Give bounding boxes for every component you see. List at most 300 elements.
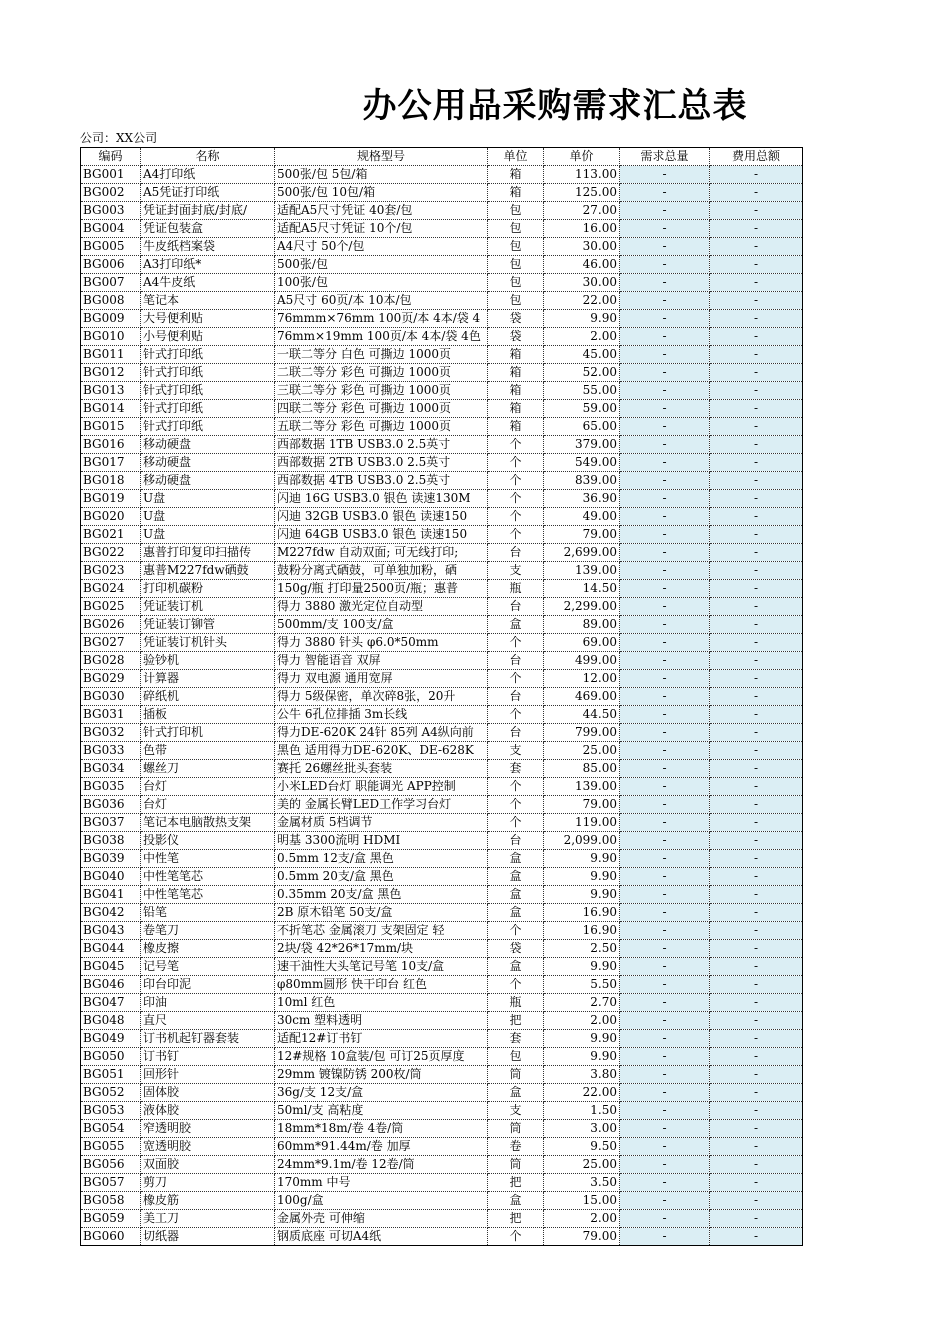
cell-qty[interactable]: - [620, 400, 710, 418]
cell-unit[interactable]: 箱 [488, 184, 544, 202]
cell-price[interactable]: 25.00 [544, 1156, 620, 1174]
cell-total[interactable]: - [710, 832, 803, 850]
cell-qty[interactable]: - [620, 490, 710, 508]
cell-qty[interactable]: - [620, 850, 710, 868]
cell-qty[interactable]: - [620, 274, 710, 292]
cell-qty[interactable]: - [620, 760, 710, 778]
cell-unit[interactable]: 台 [488, 832, 544, 850]
cell-unit[interactable]: 盒 [488, 1084, 544, 1102]
cell-code[interactable]: BG021 [81, 526, 141, 544]
cell-unit[interactable]: 支 [488, 742, 544, 760]
cell-qty[interactable]: - [620, 1138, 710, 1156]
cell-total[interactable]: - [710, 1210, 803, 1228]
cell-name[interactable]: 宽透明胶 [141, 1138, 275, 1156]
cell-price[interactable]: 15.00 [544, 1192, 620, 1210]
cell-name[interactable]: 台灯 [141, 778, 275, 796]
cell-code[interactable]: BG058 [81, 1192, 141, 1210]
cell-unit[interactable]: 台 [488, 544, 544, 562]
cell-qty[interactable]: - [620, 1210, 710, 1228]
cell-unit[interactable]: 个 [488, 508, 544, 526]
cell-total[interactable]: - [710, 850, 803, 868]
cell-unit[interactable]: 个 [488, 814, 544, 832]
cell-spec[interactable]: 明基 3300流明 HDMI [275, 832, 488, 850]
cell-code[interactable]: BG041 [81, 886, 141, 904]
cell-name[interactable]: 凭证装订机 [141, 598, 275, 616]
cell-unit[interactable]: 盒 [488, 886, 544, 904]
cell-spec[interactable]: 0.5mm 12支/盒 黑色 [275, 850, 488, 868]
cell-name[interactable]: 印台印泥 [141, 976, 275, 994]
cell-spec[interactable]: 0.35mm 20支/盒 黑色 [275, 886, 488, 904]
cell-unit[interactable]: 盒 [488, 616, 544, 634]
cell-code[interactable]: BG009 [81, 310, 141, 328]
cell-total[interactable]: - [710, 652, 803, 670]
cell-name[interactable]: 打印机碳粉 [141, 580, 275, 598]
cell-total[interactable]: - [710, 1012, 803, 1030]
cell-spec[interactable]: 得力 5级保密，单次碎8张，20升 [275, 688, 488, 706]
cell-code[interactable]: BG047 [81, 994, 141, 1012]
cell-unit[interactable]: 包 [488, 292, 544, 310]
cell-qty[interactable]: - [620, 1012, 710, 1030]
cell-price[interactable]: 27.00 [544, 202, 620, 220]
cell-code[interactable]: BG002 [81, 184, 141, 202]
cell-unit[interactable]: 支 [488, 562, 544, 580]
cell-spec[interactable]: 闪迪 16G USB3.0 银色 读速130M [275, 490, 488, 508]
cell-unit[interactable]: 瓶 [488, 994, 544, 1012]
cell-unit[interactable]: 箱 [488, 418, 544, 436]
cell-spec[interactable]: 适配A5尺寸凭证 10个/包 [275, 220, 488, 238]
cell-price[interactable]: 9.50 [544, 1138, 620, 1156]
cell-name[interactable]: 计算器 [141, 670, 275, 688]
cell-unit[interactable]: 筒 [488, 1156, 544, 1174]
cell-price[interactable]: 46.00 [544, 256, 620, 274]
cell-code[interactable]: BG060 [81, 1228, 141, 1246]
cell-spec[interactable]: 76mmm×76mm 100页/本 4本/袋 4 [275, 310, 488, 328]
cell-unit[interactable]: 箱 [488, 346, 544, 364]
cell-name[interactable]: 螺丝刀 [141, 760, 275, 778]
cell-qty[interactable]: - [620, 922, 710, 940]
cell-code[interactable]: BG017 [81, 454, 141, 472]
cell-qty[interactable]: - [620, 670, 710, 688]
cell-spec[interactable]: 美的 金属长臂LED工作学习台灯 [275, 796, 488, 814]
cell-price[interactable]: 9.90 [544, 868, 620, 886]
cell-name[interactable]: 针式打印纸 [141, 346, 275, 364]
cell-price[interactable]: 44.50 [544, 706, 620, 724]
cell-unit[interactable]: 套 [488, 760, 544, 778]
cell-price[interactable]: 2,299.00 [544, 598, 620, 616]
cell-unit[interactable]: 个 [488, 490, 544, 508]
cell-name[interactable]: 橡皮筋 [141, 1192, 275, 1210]
cell-code[interactable]: BG048 [81, 1012, 141, 1030]
cell-spec[interactable]: 2块/袋 42*26*17mm/块 [275, 940, 488, 958]
cell-spec[interactable]: 得力 智能语音 双屏 [275, 652, 488, 670]
cell-unit[interactable]: 盒 [488, 904, 544, 922]
cell-total[interactable]: - [710, 994, 803, 1012]
cell-total[interactable]: - [710, 1156, 803, 1174]
cell-qty[interactable]: - [620, 724, 710, 742]
cell-qty[interactable]: - [620, 814, 710, 832]
cell-total[interactable]: - [710, 1138, 803, 1156]
cell-qty[interactable]: - [620, 688, 710, 706]
cell-qty[interactable]: - [620, 1048, 710, 1066]
cell-qty[interactable]: - [620, 832, 710, 850]
cell-qty[interactable]: - [620, 346, 710, 364]
cell-unit[interactable]: 台 [488, 688, 544, 706]
cell-spec[interactable]: 100g/盒 [275, 1192, 488, 1210]
cell-spec[interactable]: M227fdw 自动双面; 可无线打印; [275, 544, 488, 562]
cell-name[interactable]: U盘 [141, 526, 275, 544]
cell-total[interactable]: - [710, 310, 803, 328]
cell-code[interactable]: BG012 [81, 364, 141, 382]
cell-code[interactable]: BG042 [81, 904, 141, 922]
cell-total[interactable]: - [710, 1048, 803, 1066]
cell-name[interactable]: 色带 [141, 742, 275, 760]
cell-spec[interactable]: 30cm 塑料透明 [275, 1012, 488, 1030]
cell-unit[interactable]: 把 [488, 1174, 544, 1192]
cell-total[interactable]: - [710, 814, 803, 832]
cell-price[interactable]: 22.00 [544, 1084, 620, 1102]
cell-total[interactable]: - [710, 220, 803, 238]
cell-spec[interactable]: 2B 原木铅笔 50支/盒 [275, 904, 488, 922]
cell-qty[interactable]: - [620, 1084, 710, 1102]
cell-name[interactable]: 移动硬盘 [141, 472, 275, 490]
cell-qty[interactable]: - [620, 1174, 710, 1192]
header-name[interactable]: 名称 [141, 148, 275, 166]
cell-unit[interactable]: 筒 [488, 1120, 544, 1138]
cell-spec[interactable]: 闪迪 64GB USB3.0 银色 读速150 [275, 526, 488, 544]
cell-price[interactable]: 2.00 [544, 328, 620, 346]
cell-total[interactable]: - [710, 238, 803, 256]
cell-price[interactable]: 119.00 [544, 814, 620, 832]
cell-total[interactable]: - [710, 202, 803, 220]
cell-unit[interactable]: 筒 [488, 1066, 544, 1084]
cell-unit[interactable]: 包 [488, 1048, 544, 1066]
cell-price[interactable]: 499.00 [544, 652, 620, 670]
cell-code[interactable]: BG020 [81, 508, 141, 526]
cell-name[interactable]: 针式打印机 [141, 724, 275, 742]
cell-unit[interactable]: 支 [488, 1102, 544, 1120]
cell-name[interactable]: 移动硬盘 [141, 454, 275, 472]
cell-price[interactable]: 113.00 [544, 166, 620, 184]
cell-unit[interactable]: 箱 [488, 382, 544, 400]
cell-price[interactable]: 379.00 [544, 436, 620, 454]
cell-price[interactable]: 65.00 [544, 418, 620, 436]
cell-name[interactable]: 固体胶 [141, 1084, 275, 1102]
cell-total[interactable]: - [710, 670, 803, 688]
cell-qty[interactable]: - [620, 454, 710, 472]
cell-price[interactable]: 16.90 [544, 904, 620, 922]
cell-spec[interactable]: 500张/包 10包/箱 [275, 184, 488, 202]
cell-total[interactable]: - [710, 544, 803, 562]
cell-qty[interactable]: - [620, 526, 710, 544]
cell-name[interactable]: A4牛皮纸 [141, 274, 275, 292]
cell-unit[interactable]: 盒 [488, 850, 544, 868]
cell-qty[interactable]: - [620, 220, 710, 238]
cell-price[interactable]: 89.00 [544, 616, 620, 634]
cell-code[interactable]: BG035 [81, 778, 141, 796]
cell-total[interactable]: - [710, 958, 803, 976]
cell-spec[interactable]: 公牛 6孔位排插 3m长线 [275, 706, 488, 724]
cell-qty[interactable]: - [620, 634, 710, 652]
cell-qty[interactable]: - [620, 202, 710, 220]
cell-total[interactable]: - [710, 364, 803, 382]
cell-unit[interactable]: 箱 [488, 166, 544, 184]
cell-qty[interactable]: - [620, 310, 710, 328]
cell-spec[interactable]: 速干油性大头笔记号笔 10支/盒 [275, 958, 488, 976]
cell-code[interactable]: BG052 [81, 1084, 141, 1102]
cell-price[interactable]: 30.00 [544, 238, 620, 256]
cell-total[interactable]: - [710, 1228, 803, 1246]
cell-price[interactable]: 25.00 [544, 742, 620, 760]
cell-qty[interactable]: - [620, 1120, 710, 1138]
cell-spec[interactable]: 500张/包 5包/箱 [275, 166, 488, 184]
cell-unit[interactable]: 台 [488, 724, 544, 742]
cell-spec[interactable]: 150g/瓶 打印量2500页/瓶；惠普 [275, 580, 488, 598]
cell-name[interactable]: 验钞机 [141, 652, 275, 670]
cell-spec[interactable]: 得力 3880 针头 φ6.0*50mm [275, 634, 488, 652]
cell-qty[interactable]: - [620, 1192, 710, 1210]
cell-spec[interactable]: 100张/包 [275, 274, 488, 292]
cell-spec[interactable]: 10ml 红色 [275, 994, 488, 1012]
cell-total[interactable]: - [710, 616, 803, 634]
cell-total[interactable]: - [710, 328, 803, 346]
cell-name[interactable]: 剪刀 [141, 1174, 275, 1192]
cell-qty[interactable]: - [620, 868, 710, 886]
cell-spec[interactable]: 五联二等分 彩色 可撕边 1000页 [275, 418, 488, 436]
cell-price[interactable]: 59.00 [544, 400, 620, 418]
cell-qty[interactable]: - [620, 562, 710, 580]
cell-total[interactable]: - [710, 868, 803, 886]
cell-code[interactable]: BG051 [81, 1066, 141, 1084]
cell-unit[interactable]: 台 [488, 598, 544, 616]
cell-price[interactable]: 52.00 [544, 364, 620, 382]
cell-spec[interactable]: 76mm×19mm 100页/本 4本/袋 4色 [275, 328, 488, 346]
cell-qty[interactable]: - [620, 958, 710, 976]
cell-total[interactable]: - [710, 346, 803, 364]
cell-unit[interactable]: 把 [488, 1210, 544, 1228]
cell-spec[interactable]: 29mm 镀镍防锈 200枚/筒 [275, 1066, 488, 1084]
cell-price[interactable]: 2,099.00 [544, 832, 620, 850]
cell-total[interactable]: - [710, 274, 803, 292]
cell-total[interactable]: - [710, 742, 803, 760]
cell-unit[interactable]: 把 [488, 1012, 544, 1030]
cell-name[interactable]: 笔记本 [141, 292, 275, 310]
cell-spec[interactable]: 钢质底座 可切A4纸 [275, 1228, 488, 1246]
cell-name[interactable]: A3打印纸* [141, 256, 275, 274]
cell-code[interactable]: BG034 [81, 760, 141, 778]
cell-unit[interactable]: 盒 [488, 1192, 544, 1210]
cell-unit[interactable]: 袋 [488, 310, 544, 328]
cell-name[interactable]: 凭证装订机针头 [141, 634, 275, 652]
cell-unit[interactable]: 包 [488, 202, 544, 220]
cell-unit[interactable]: 卷 [488, 1138, 544, 1156]
cell-code[interactable]: BG010 [81, 328, 141, 346]
cell-code[interactable]: BG006 [81, 256, 141, 274]
cell-name[interactable]: 针式打印纸 [141, 364, 275, 382]
cell-spec[interactable]: 金属外壳 可伸缩 [275, 1210, 488, 1228]
cell-qty[interactable]: - [620, 166, 710, 184]
cell-price[interactable]: 9.90 [544, 958, 620, 976]
cell-code[interactable]: BG050 [81, 1048, 141, 1066]
cell-unit[interactable]: 个 [488, 922, 544, 940]
cell-price[interactable]: 549.00 [544, 454, 620, 472]
cell-name[interactable]: 记号笔 [141, 958, 275, 976]
cell-qty[interactable]: - [620, 436, 710, 454]
cell-qty[interactable]: - [620, 418, 710, 436]
cell-name[interactable]: 投影仪 [141, 832, 275, 850]
cell-name[interactable]: 中性笔 [141, 850, 275, 868]
cell-price[interactable]: 799.00 [544, 724, 620, 742]
cell-total[interactable]: - [710, 904, 803, 922]
cell-code[interactable]: BG059 [81, 1210, 141, 1228]
cell-spec[interactable]: 不折笔芯 金属滚刀 支架固定 轻 [275, 922, 488, 940]
cell-name[interactable]: 美工刀 [141, 1210, 275, 1228]
cell-qty[interactable]: - [620, 598, 710, 616]
cell-code[interactable]: BG027 [81, 634, 141, 652]
cell-name[interactable]: 橡皮擦 [141, 940, 275, 958]
cell-qty[interactable]: - [620, 382, 710, 400]
cell-code[interactable]: BG032 [81, 724, 141, 742]
cell-spec[interactable]: 鼓粉分离式硒鼓，可单独加粉，硒 [275, 562, 488, 580]
cell-qty[interactable]: - [620, 652, 710, 670]
cell-spec[interactable]: 赛托 26螺丝批头套装 [275, 760, 488, 778]
cell-name[interactable]: U盘 [141, 490, 275, 508]
cell-qty[interactable]: - [620, 1066, 710, 1084]
cell-qty[interactable]: - [620, 328, 710, 346]
cell-code[interactable]: BG031 [81, 706, 141, 724]
cell-name[interactable]: 液体胶 [141, 1102, 275, 1120]
cell-total[interactable]: - [710, 724, 803, 742]
cell-code[interactable]: BG029 [81, 670, 141, 688]
cell-name[interactable]: 针式打印纸 [141, 418, 275, 436]
cell-unit[interactable]: 个 [488, 472, 544, 490]
cell-unit[interactable]: 个 [488, 778, 544, 796]
cell-unit[interactable]: 个 [488, 526, 544, 544]
cell-unit[interactable]: 个 [488, 454, 544, 472]
cell-spec[interactable]: 得力 双电源 通用宽屏 [275, 670, 488, 688]
cell-total[interactable]: - [710, 562, 803, 580]
cell-spec[interactable]: 二联二等分 彩色 可撕边 1000页 [275, 364, 488, 382]
cell-name[interactable]: A5凭证打印纸 [141, 184, 275, 202]
cell-spec[interactable]: 60mm*91.44m/卷 加厚 [275, 1138, 488, 1156]
cell-price[interactable]: 469.00 [544, 688, 620, 706]
cell-spec[interactable]: 50ml/支 高粘度 [275, 1102, 488, 1120]
cell-name[interactable]: 针式打印纸 [141, 382, 275, 400]
cell-total[interactable]: - [710, 508, 803, 526]
cell-price[interactable]: 55.00 [544, 382, 620, 400]
cell-name[interactable]: 切纸器 [141, 1228, 275, 1246]
cell-qty[interactable]: - [620, 616, 710, 634]
cell-total[interactable]: - [710, 1120, 803, 1138]
cell-spec[interactable]: 36g/支 12支/盒 [275, 1084, 488, 1102]
cell-name[interactable]: 直尺 [141, 1012, 275, 1030]
cell-price[interactable]: 49.00 [544, 508, 620, 526]
cell-price[interactable]: 3.00 [544, 1120, 620, 1138]
cell-code[interactable]: BG014 [81, 400, 141, 418]
cell-total[interactable]: - [710, 778, 803, 796]
cell-total[interactable]: - [710, 292, 803, 310]
cell-price[interactable]: 79.00 [544, 1228, 620, 1246]
cell-name[interactable]: 碎纸机 [141, 688, 275, 706]
cell-price[interactable]: 1.50 [544, 1102, 620, 1120]
cell-code[interactable]: BG033 [81, 742, 141, 760]
cell-spec[interactable]: 适配12#订书钉 [275, 1030, 488, 1048]
cell-total[interactable]: - [710, 706, 803, 724]
cell-code[interactable]: BG019 [81, 490, 141, 508]
cell-price[interactable]: 16.90 [544, 922, 620, 940]
cell-total[interactable]: - [710, 1030, 803, 1048]
cell-unit[interactable]: 台 [488, 652, 544, 670]
cell-qty[interactable]: - [620, 256, 710, 274]
cell-price[interactable]: 2.50 [544, 940, 620, 958]
cell-name[interactable]: 移动硬盘 [141, 436, 275, 454]
cell-unit[interactable]: 个 [488, 706, 544, 724]
cell-qty[interactable]: - [620, 904, 710, 922]
cell-name[interactable]: 窄透明胶 [141, 1120, 275, 1138]
cell-price[interactable]: 139.00 [544, 778, 620, 796]
cell-name[interactable]: 凭证装订铆管 [141, 616, 275, 634]
cell-qty[interactable]: - [620, 706, 710, 724]
cell-price[interactable]: 139.00 [544, 562, 620, 580]
cell-name[interactable]: 卷笔刀 [141, 922, 275, 940]
cell-code[interactable]: BG049 [81, 1030, 141, 1048]
cell-qty[interactable]: - [620, 544, 710, 562]
cell-price[interactable]: 839.00 [544, 472, 620, 490]
cell-name[interactable]: 牛皮纸档案袋 [141, 238, 275, 256]
cell-unit[interactable]: 盒 [488, 958, 544, 976]
cell-price[interactable]: 30.00 [544, 274, 620, 292]
cell-price[interactable]: 2.70 [544, 994, 620, 1012]
cell-qty[interactable]: - [620, 976, 710, 994]
cell-name[interactable]: 插板 [141, 706, 275, 724]
cell-price[interactable]: 3.50 [544, 1174, 620, 1192]
cell-price[interactable]: 9.90 [544, 310, 620, 328]
cell-unit[interactable]: 箱 [488, 400, 544, 418]
cell-unit[interactable]: 盒 [488, 868, 544, 886]
cell-code[interactable]: BG015 [81, 418, 141, 436]
cell-qty[interactable]: - [620, 994, 710, 1012]
cell-price[interactable]: 5.50 [544, 976, 620, 994]
cell-code[interactable]: BG004 [81, 220, 141, 238]
cell-code[interactable]: BG007 [81, 274, 141, 292]
cell-total[interactable]: - [710, 382, 803, 400]
cell-code[interactable]: BG011 [81, 346, 141, 364]
cell-qty[interactable]: - [620, 940, 710, 958]
cell-code[interactable]: BG037 [81, 814, 141, 832]
cell-price[interactable]: 69.00 [544, 634, 620, 652]
header-code[interactable]: 编码 [81, 148, 141, 166]
cell-code[interactable]: BG023 [81, 562, 141, 580]
cell-name[interactable]: 订书机起钉器套装 [141, 1030, 275, 1048]
cell-spec[interactable]: φ80mm圆形 快干印台 红色 [275, 976, 488, 994]
cell-spec[interactable]: 0.5mm 20支/盒 黑色 [275, 868, 488, 886]
cell-unit[interactable]: 包 [488, 220, 544, 238]
cell-name[interactable]: 惠普打印复印扫描传 [141, 544, 275, 562]
cell-code[interactable]: BG038 [81, 832, 141, 850]
cell-total[interactable]: - [710, 1174, 803, 1192]
cell-price[interactable]: 9.90 [544, 1030, 620, 1048]
cell-price[interactable]: 79.00 [544, 796, 620, 814]
cell-spec[interactable]: 500mm/支 100支/盒 [275, 616, 488, 634]
cell-code[interactable]: BG054 [81, 1120, 141, 1138]
cell-code[interactable]: BG044 [81, 940, 141, 958]
cell-name[interactable]: U盘 [141, 508, 275, 526]
cell-unit[interactable]: 套 [488, 1030, 544, 1048]
cell-qty[interactable]: - [620, 292, 710, 310]
header-price[interactable]: 单价 [544, 148, 620, 166]
cell-qty[interactable]: - [620, 238, 710, 256]
cell-spec[interactable]: 西部数据 1TB USB3.0 2.5英寸 [275, 436, 488, 454]
cell-price[interactable]: 36.90 [544, 490, 620, 508]
